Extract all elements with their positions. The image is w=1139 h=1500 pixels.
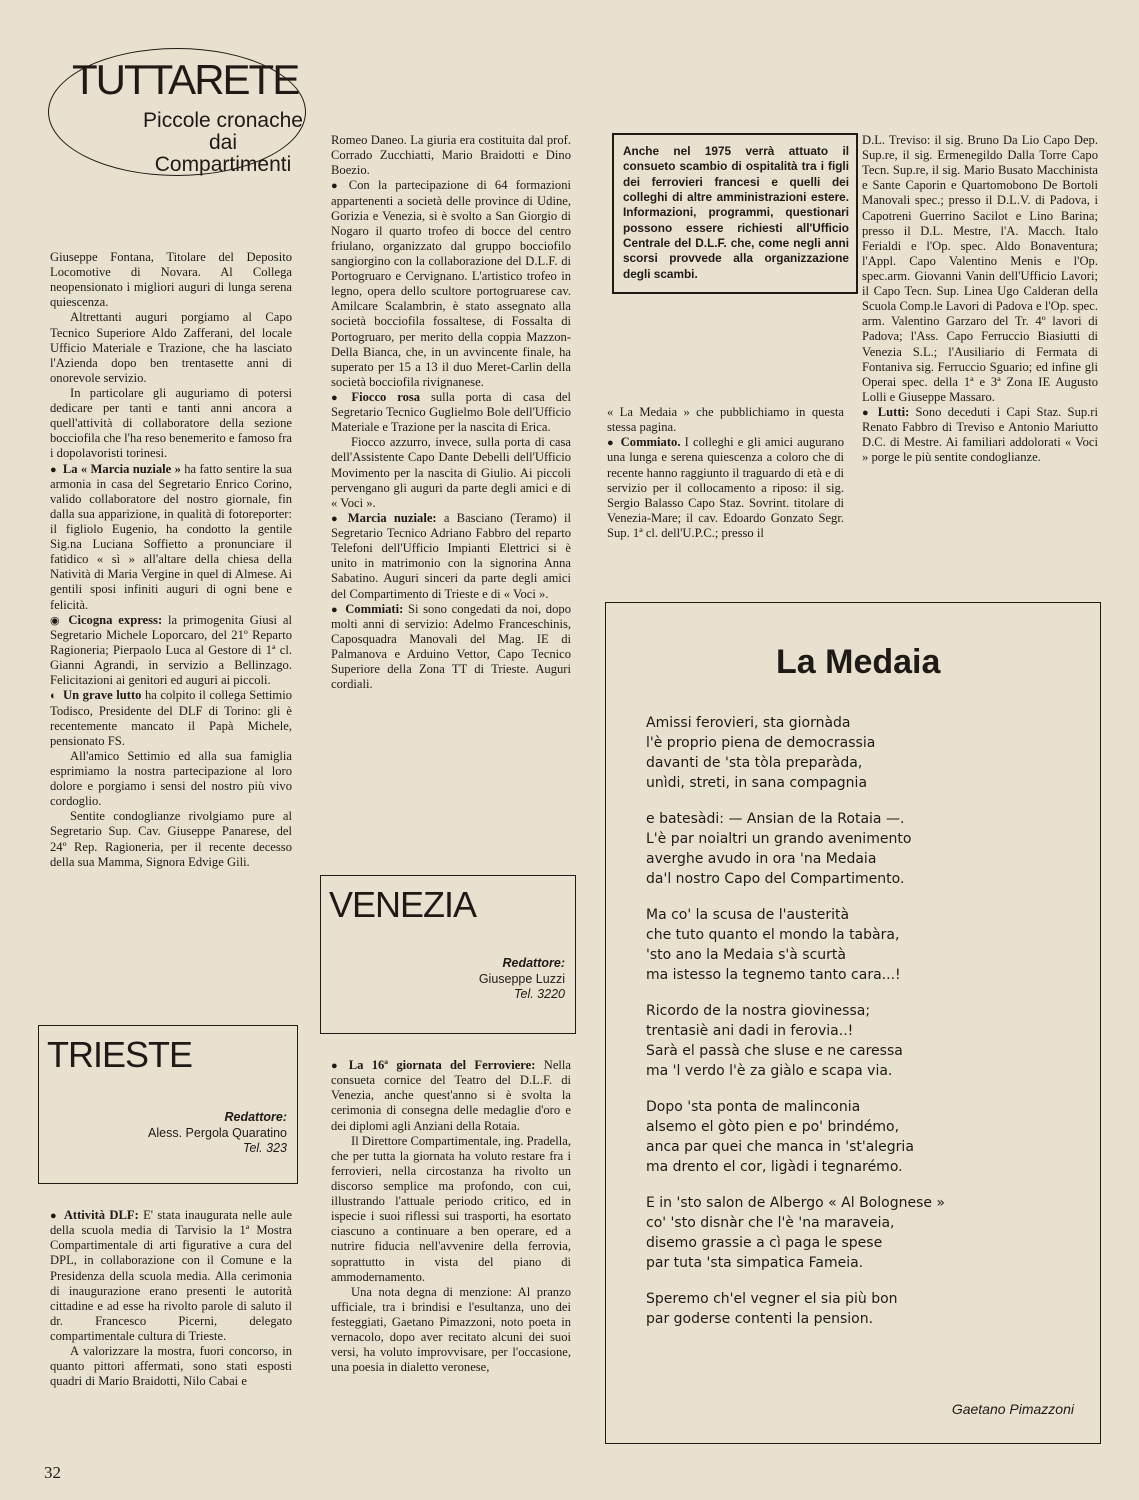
news-item bbox=[607, 435, 844, 541]
column-3 bbox=[607, 405, 844, 541]
item-text: Nella consueta cornice del Teatro del D.L.F. di Venezia, anche quest'anno si è svolta la cerimonia di consegna delle medaglie d'oro e dei diplomi agli Anziani della Rotaia. bbox=[331, 1058, 571, 1133]
bullet-icon: ● bbox=[331, 180, 343, 193]
item-text: la primogenita Giusi al Segretario Michele Loporcaro, del 21º Reparto Ragioneria; Pierpaolo Luca al Gestore di 1ª cl. Gianni Agrandi, in servizio a Bellinzago. Felicitazioni ai genitori ed auguri ai piccoli. bbox=[50, 612, 292, 688]
item-text: sulla porta di casa del Segretario Tecnico Guglielmo Bole dell'Ufficio Materiale e Trazione per la nascita di Erica. bbox=[331, 389, 571, 435]
bullet-icon: ◐ bbox=[50, 690, 58, 703]
bullet-icon: ● bbox=[607, 437, 615, 450]
item-heading: Commiato. bbox=[620, 435, 681, 450]
editor-label: Redattore: bbox=[502, 956, 565, 970]
poem-line: anca par quei che manca in 'st'alegria bbox=[646, 1139, 914, 1156]
poem-line: Ricordo de la nostra giovinessa; bbox=[646, 1003, 871, 1020]
item-heading: Lutti: bbox=[877, 404, 910, 419]
poem-line: ma 'l verdo l'è za giàlo e scapa via. bbox=[646, 1063, 893, 1080]
item-heading: Marcia nuziale: bbox=[347, 510, 437, 525]
poem-line: averghe avudo in ora 'na Medaia bbox=[646, 851, 877, 868]
news-item bbox=[862, 405, 1098, 466]
item-text: E' stata inaugurata nelle aule della scuola media di Tarvisio la 1ª Mostra Compartimentale di arti figurative a cura del DPL, in collaborazione con il Comune e la Presidenza della scuola media. Alla cerimonia di inaugurazione erano presenti le autorità cittadine e ad esse ha rivolto parole di saluto il dr. Francesco Picerni, delegato compartimentale cultura di Trieste. bbox=[50, 1208, 292, 1343]
poem-line: co' 'sto disnàr che l'è 'na maraveia, bbox=[646, 1215, 895, 1232]
news-item bbox=[331, 178, 571, 390]
bullet-icon: ● bbox=[331, 1060, 343, 1072]
poem-body bbox=[646, 713, 945, 1345]
poem-stanza bbox=[646, 1097, 945, 1177]
item-heading: Fiocco rosa bbox=[351, 389, 421, 404]
trieste-editor-info bbox=[148, 1110, 287, 1157]
news-item bbox=[50, 613, 292, 689]
bullet-icon: ● bbox=[50, 1210, 58, 1222]
tuttarete-logo bbox=[48, 48, 308, 178]
item-text: Sono deceduti i Capi Staz. Sup.ri Renato Fabbro di Treviso e Antonio Mariutto D.C. di Mestre. Ai familiari addolorati « Voci » porge le più sentite condoglianze. bbox=[862, 404, 1098, 465]
item-text: ha fatto sentire la sua armonia in casa del Segretario Enrico Corino, valido collaboratore del nostro giornale, fin dalla sua apparizione, in qualità di fotoreporter: il figliolo Eugenio, ha condotto la gentile Sig.na Luciana Soffietto a pronunciare il fatidico « sì » all'altare della chiesa della Natività di Maria Vergine in quel di Almese. Ai gentili sposi infiniti auguri di ogni bene e felicità. bbox=[50, 461, 292, 612]
poem-stanza bbox=[646, 905, 945, 985]
poem-line: Amissi ferovieri, sta giornàda bbox=[646, 715, 851, 731]
editor-name: Giuseppe Luzzi bbox=[478, 971, 565, 986]
poem-stanza bbox=[646, 809, 945, 889]
paragraph: Una nota degna di menzione: Al pranzo ufficiale, tra i brindisi e l'esultanza, uno dei festeggiati, Gaetano Pimazzoni, noto poeta in vernacolo, dopo aver recitato alcuni dei suoi versi, ha voluto improvvisare, per l'occasione, una poesia in dialetto veronese, bbox=[331, 1284, 571, 1375]
paragraph: Fiocco azzurro, invece, sulla porta di casa dell'Assistente Capo Dante Debelli dell'Ufficio Movimento per la nascita di Giulio. Ai piccoli pervengano gli auguri da parte degli amici e di « Voci ». bbox=[331, 435, 571, 510]
news-item bbox=[331, 511, 571, 602]
poem-stanza bbox=[646, 1001, 945, 1081]
item-heading: Cicogna express: bbox=[68, 612, 163, 627]
column-1-trieste bbox=[50, 1208, 292, 1389]
item-text: ha colpito il collega Settimio Todisco, Presidente del DLF di Torino: gli è recentemente mancato il Papà Michele, pensionato FS. bbox=[50, 688, 292, 748]
editor-phone: Tel. 3220 bbox=[514, 987, 565, 1002]
subtitle-line-1: Piccole cronache bbox=[143, 109, 303, 132]
exchange-notice-box bbox=[612, 133, 858, 294]
poem-line: Sarà el passà che sluse e ne caressa bbox=[646, 1043, 903, 1060]
item-text: Si sono congedati da noi, dopo molti anni di servizio: Adelmo Franceschinis, Caposquadra Manovali del Mag. IE di Palmanova e Arduino Vettor, Capo Tecnico Superiore della Zona TT di Trieste. Auguri cordiali. bbox=[331, 601, 571, 692]
news-item bbox=[331, 390, 571, 435]
poem-line: unìdi, streti, in sana compagnia bbox=[646, 775, 868, 792]
column-2 bbox=[331, 133, 571, 692]
poem-line: l'è proprio piena de democrassia bbox=[646, 735, 876, 752]
notice-text: Anche nel 1975 verrà attuato il consueto scambio di ospitalità tra i figli dei ferrovieri francesi e quelli dei colleghi di altre amministrazioni estere. Informazioni, programmi, questionari possono essere richiesti all'Ufficio Centrale del D.L.F. che, come negli anni scorsi provvede alla organizzazione degli scambi. bbox=[623, 144, 849, 281]
poem-line: Dopo 'sta ponta de malinconia bbox=[646, 1099, 861, 1116]
poem-line: davanti de 'sta tòla preparàda, bbox=[646, 755, 863, 772]
news-item bbox=[50, 1208, 292, 1344]
poem-line: disemo grassie a cì paga le spese bbox=[646, 1235, 883, 1252]
editor-label: Redattore: bbox=[224, 1110, 287, 1124]
poem-stanza bbox=[646, 1193, 945, 1273]
poem-title: La Medaia bbox=[776, 643, 941, 681]
poem-line: ma drento el cor, ligàdi i tegnarémo. bbox=[646, 1159, 903, 1176]
item-heading: La « Marcia nuziale » bbox=[62, 461, 181, 476]
paragraph: In particolare gli auguriamo di potersi dedicare per tanti e tanti anni ancora a quell'attività di collaboratore della sezione bocciofila che l'ha reso benemerito e famoso fra i dopolavoristi torinesi. bbox=[50, 385, 292, 461]
editor-name: Aless. Pergola Quaratino bbox=[148, 1125, 287, 1140]
poem-line: ma istesso la tegnemo tanto cara...! bbox=[646, 967, 901, 984]
editor-phone: Tel. 323 bbox=[242, 1141, 287, 1156]
section-title: TUTTARETE bbox=[72, 56, 299, 103]
poem-line: trentasiè ani dadi in ferovia..! bbox=[646, 1023, 854, 1040]
poem-box bbox=[605, 602, 1101, 1444]
bullet-icon: ● bbox=[331, 603, 340, 616]
poem-line: e batesàdi: — Ansian de la Rotaia —. bbox=[646, 811, 905, 828]
news-item bbox=[50, 688, 292, 749]
poem-line: E in 'sto salon de Albergo « Al Bolognese » bbox=[646, 1195, 945, 1212]
subtitle-line-2: dai Compartimenti bbox=[154, 131, 292, 177]
poem-line: da'l nostro Capo del Compartimento. bbox=[646, 871, 905, 888]
news-item bbox=[331, 602, 571, 693]
poem-line: L'è par noialtri un grando avenimento bbox=[646, 831, 912, 848]
paragraph: All'amico Settimio ed alla sua famiglia esprimiamo la nostra partecipazione al loro dolore e porgiamo i sensi del nostro più vivo cordoglio. bbox=[50, 748, 292, 809]
poem-line: par tuta 'sta simpatica Fameia. bbox=[646, 1255, 864, 1272]
section-subtitle bbox=[138, 110, 308, 176]
paragraph: Il Direttore Compartimentale, ing. Pradella, che per tutta la giornata ha voluto restare fra i ferrovieri, nella circostanza ha rivolto un discorso semplice ma profondo, con cui, illustrando l'attuale periodo critico, ed in ispecie i suoi riflessi sui trasporti, ha esortato ciascuno a continuare a ben operare, ed a nutrire fiducia nell'avvenire della ferrovia, soprattutto in vista del piano di ammodernamento. bbox=[331, 1133, 571, 1284]
bullet-icon: ◉ bbox=[50, 614, 63, 627]
bullet-icon: ● bbox=[331, 391, 346, 404]
paragraph: A valorizzare la mostra, fuori concorso, in quanto pittori affermati, sono stati esposti quadri di Mario Braidotti, Nilo Cabai e bbox=[50, 1344, 292, 1389]
column-4 bbox=[862, 133, 1098, 465]
item-text: I colleghi e gli amici augurano una lunga e serena quiescenza a coloro che di recente hanno raggiunto il traguardo di età e di servizio per il collocamento a riposo: il sig. Sergio Balasso Capo Staz. Sovrint. titolare di Venezia-Mare; il cav. Edoardo Gonzato Segr. Sup. 1ª cl. dell'U.P.C.; presso il bbox=[607, 435, 844, 540]
poem-line: che tuto quanto el mondo la tabàra, bbox=[646, 927, 900, 944]
paragraph: Sentite condoglianze rivolgiamo pure al Segretario Sup. Cav. Giuseppe Panarese, del 24º Rep. Ragioneria, per il recente decesso della sua Mamma, Signora Edvige Gili. bbox=[50, 809, 292, 869]
news-item bbox=[50, 462, 292, 613]
poem-author: Gaetano Pimazzoni bbox=[951, 1401, 1074, 1417]
column-2-venezia bbox=[331, 1058, 571, 1375]
venezia-editor-info bbox=[479, 956, 565, 1003]
news-item bbox=[331, 1058, 571, 1134]
venezia-header-box bbox=[320, 875, 576, 1034]
item-heading: Attività DLF: bbox=[63, 1208, 139, 1222]
paragraph: Giuseppe Fontana, Titolare del Deposito Locomotive di Novara. Al Collega neopensionato i migliori auguri di lunga serena quiescenza. bbox=[50, 250, 292, 310]
poem-line: Speremo ch'el vegner el sia più bon bbox=[646, 1291, 898, 1308]
poem-line: alsemo el gòto pien e po' brindémo, bbox=[646, 1119, 900, 1136]
paragraph: Altrettanti auguri porgiamo al Capo Tecnico Superiore Aldo Zafferani, del locale Ufficio Materiale e Trazione, che ha lasciato l'Azienda dopo ben trentasette anni di onorevole servizio. bbox=[50, 310, 292, 385]
bullet-icon: ● bbox=[862, 406, 872, 419]
bullet-icon: ● bbox=[50, 463, 57, 476]
column-1 bbox=[50, 250, 292, 870]
trieste-title: TRIESTE bbox=[47, 1034, 193, 1075]
bullet-icon: ● bbox=[331, 512, 342, 525]
poem-stanza bbox=[646, 713, 945, 793]
page-number: 32 bbox=[44, 1463, 61, 1482]
item-text: a Basciano (Teramo) il Segretario Tecnico Adriano Fabbro del reparto Telefoni dell'Ufficio Impianti Elettrici si è unito in matrimonio con la signorina Anna Sabatino. Auguri sinceri da parte degli amici del Compartimento di Trieste e di « Voci ». bbox=[331, 510, 571, 601]
item-heading: La 16ª giornata del Ferroviere: bbox=[348, 1058, 536, 1072]
item-heading: Un grave lutto bbox=[63, 688, 142, 703]
poem-line: 'sto ano la Medaia s'à scurtà bbox=[646, 947, 846, 964]
item-text: Con la partecipazione di 64 formazioni appartenenti a società delle province di Udine, Gorizia e Venezia, si è svolto a San Giorgio di Nogaro il quarto trofeo di bocce del centro friulano, organizzato dal gruppo bocciofilo sangiorgino con la collaborazione del D.L.F. di Portogruaro e Cervignano. L'artistico trofeo in legno, opera dello scultore portogruarese cav. Amilcare Scalambrin, è stato assegnato alla società bocciofila fossaltese, di Fossalta di Portogruaro, per merito della coppia Mazzon-Della Bianca, che, in un avvincente finale, ha superato per 15 a 13 il duo Meret-Carlin della società bocciofila rivignanese. bbox=[331, 178, 571, 389]
poem-line: Ma co' la scusa de l'austerità bbox=[646, 907, 850, 924]
trieste-header-box bbox=[38, 1025, 298, 1184]
venezia-title: VENEZIA bbox=[329, 884, 477, 925]
item-heading: Commiati: bbox=[345, 601, 404, 616]
poem-line: par goderse contenti la pension. bbox=[646, 1311, 874, 1328]
paragraph: « La Medaia » che pubblichiamo in questa stessa pagina. bbox=[607, 405, 844, 435]
paragraph: Romeo Daneo. La giuria era costituita dal prof. Corrado Zucchiatti, Mario Braidotti e Dino Boezio. bbox=[331, 133, 571, 178]
paragraph: D.L. Treviso: il sig. Bruno Da Lio Capo Dep. Sup.re, il sig. Ermenegildo Dalla Torre Capo Tecn. Sup.re, il sig. Mario Busato Macchinista e Sante Caporin e Quartomobono De Bortoli Manovali spec.; presso il D.L.V. di Padova, i Capotreni Guerrino Sacilot e Lino Barina; presso il D.L. Mestre, l'A. Macch. Italo Ferialdi e l'Op. spec. Aldo Bonaventura; l'Appl. Capo Valentino Menis e l'Op. spec.arm. Giovanni Vanin dell'Ufficio Lavori; il Capo Tecn. Sup. Linea Ugo Calderan della Scuola Comp.le Lavori di Padova e l'Op. spec. arm. Valentino Garzaro del Tr. 4º lavori di Padova; l'Ass. Capo Ferruccio Biasiutti di Venezia S.L.; l'Ausiliario di Fermata di Fontaniva sig. Ferruccio Sguario; ed infine gli Operai spec. della 1ª e 3ª Zona IE Augusto Lolli e Giuseppe Massaro. bbox=[862, 133, 1098, 404]
poem-stanza bbox=[646, 1289, 945, 1329]
